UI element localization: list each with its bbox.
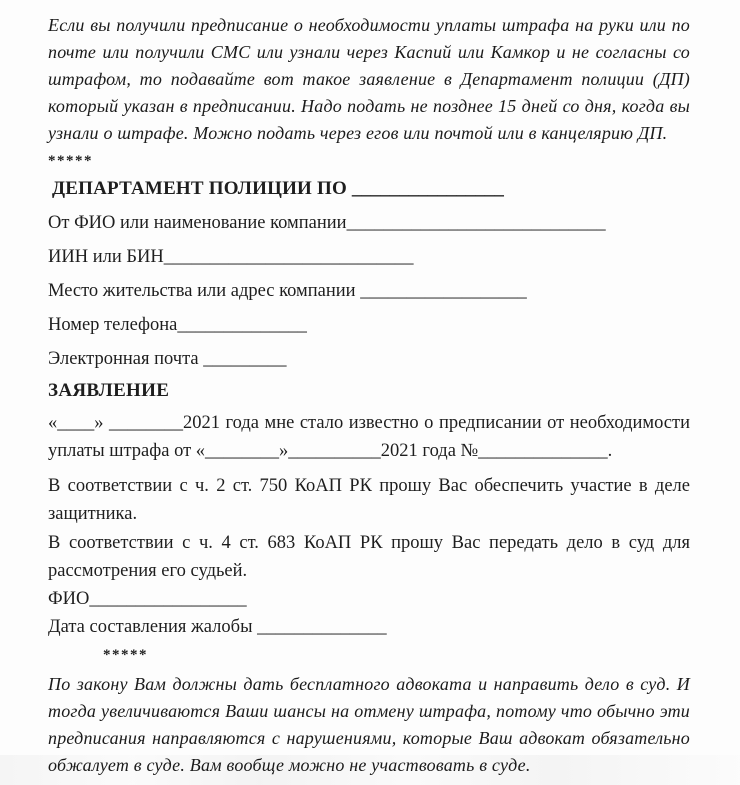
field-email [48, 348, 690, 370]
field-iin-bin-blank-line: ___________________________ [163, 247, 414, 267]
field-address-label: Место жительства или адрес компании [48, 281, 361, 301]
field-fio-label: ФИО [48, 589, 90, 609]
field-from-name-label: От ФИО или наименование компании [48, 213, 347, 233]
field-from-name [48, 212, 690, 234]
field-fio [48, 585, 690, 613]
separator-stars-bottom: ***** [103, 647, 148, 663]
police-department-heading-label: ДЕПАРТАМЕНТ ПОЛИЦИИ ПО [52, 178, 352, 199]
field-address [48, 280, 690, 302]
field-complaint-date-label: Дата составления жалобы [48, 617, 258, 637]
field-phone-blank-line: ______________ [177, 315, 307, 335]
field-iin-bin-label: ИИН или БИН [48, 247, 164, 267]
field-address-blank-line: __________________ [360, 281, 527, 301]
field-fio-blank-line: _________________ [89, 589, 247, 609]
intro-note: Если вы получили предписание о необходимости уплаты штрафа на руки или по почте или получили СМС или узнали через Каспий или Камкор и не согласны со штрафом, то подавайте вот такое заявление в Департамент полиции (ДП) который указан в предписании. Надо подать не позднее 15 дней со дня, когда вы узнали о штрафе. Можно подать через егов или почтой или в канцелярию ДП. [48, 15, 690, 143]
field-iin-bin [48, 246, 690, 268]
field-phone-label: Номер телефона [48, 315, 178, 335]
field-email-blank-line: _________ [203, 349, 287, 369]
field-complaint-date-blank-line: ______________ [257, 617, 387, 637]
police-department-blank-line: ________________ [351, 178, 504, 199]
outro-note: По закону Вам должны дать бесплатного адвоката и направить дело в суд. И тогда увеличиваются Ваши шансы на отмену штрафа, потому что обычно эти предписания направляются с нарушениями, которые Ваш адвокат обязательно обжалует в суде. Вам вообще можно не участвовать в суде. [48, 674, 690, 775]
statement-article-683-paragraph: В соответствии с ч. 4 ст. 683 КоАП РК прошу Вас передать дело в суд для рассмотрения его судьей. [48, 533, 690, 581]
field-phone [48, 314, 690, 336]
statement-article-750-paragraph: В соответствии с ч. 2 ст. 750 КоАП РК прошу Вас обеспечить участие в деле защитника. [48, 476, 690, 524]
field-email-label: Электронная почта [48, 349, 204, 369]
separator-stars-top: ***** [48, 153, 93, 169]
field-from-name-blank-line: ____________________________ [346, 213, 606, 233]
statement-date-paragraph: «____» ________2021 года мне стало известно о предписании от необходимости уплаты штрафа от «________»__________2021 года №______________. [48, 413, 690, 461]
statement-heading: ЗАЯВЛЕНИЕ [48, 380, 170, 401]
field-complaint-date [48, 613, 690, 641]
police-department-heading [48, 178, 690, 200]
